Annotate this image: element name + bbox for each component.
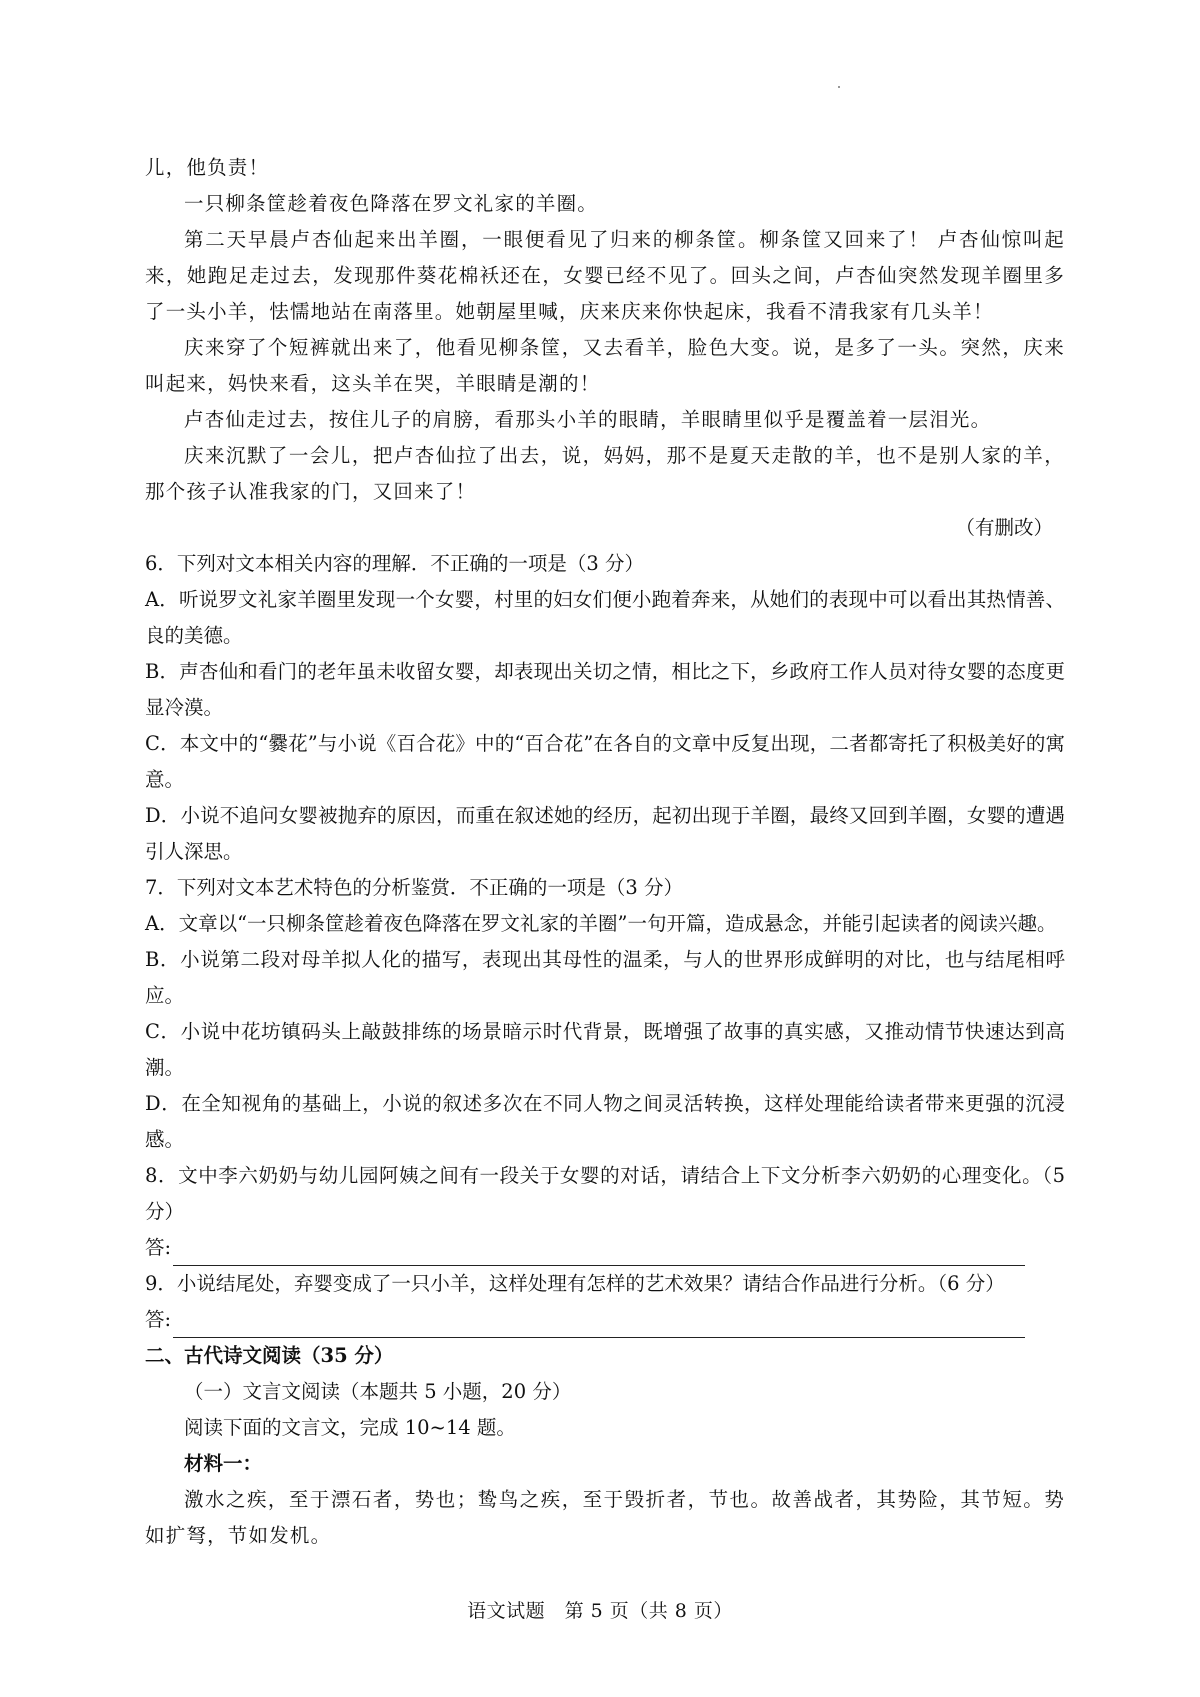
question-6 bbox=[145, 546, 1065, 870]
question-8-answer-field[interactable] bbox=[145, 1230, 1025, 1266]
story-paragraph-1: 儿，他负责！ bbox=[145, 156, 270, 179]
section-2-instruction: 阅读下面的文言文，完成 10~14 题。 bbox=[184, 1416, 516, 1439]
page-footer: 语文试题 第 5 页（共 8 页） bbox=[467, 1600, 733, 1622]
question-9-stem: 9．小说结尾处，弃婴变成了一只小羊，这样处理有怎样的艺术效果？请结合作品进行分析。（6 分） bbox=[145, 1272, 1005, 1295]
question-9-answer-field[interactable] bbox=[145, 1302, 1025, 1338]
question-6-option-c: C．本文中的“爨花”与小说《百合花》中的“百合花”在各自的文章中反复出现，二者都寄托了积极美好的寓意。 bbox=[145, 732, 1065, 791]
story-paragraph-6: 庆来沉默了一会儿，把卢杏仙拉了出去，说，妈妈，那不是夏天走散的羊，也不是别人家的羊，那个孩子认准我家的门，又回来了！ bbox=[145, 444, 1065, 503]
story-paragraph-2: 一只柳条筐趁着夜色降落在罗文礼家的羊圈。 bbox=[184, 192, 599, 215]
question-6-option-b: B．声杏仙和看门的老年虽未收留女婴，却表现出关切之情，相比之下，乡政府工作人员对待女婴的态度更显冷漠。 bbox=[145, 660, 1065, 719]
story-paragraph-3: 第二天早晨卢杏仙起来出羊圈，一眼便看见了归来的柳条筐。柳条筐又回来了！ 卢杏仙惊叫起来，她跑足走过去，发现那件葵花棉袄还在，女婴已经不见了。回头之间，卢杏仙突然发现羊圈里多了一头小羊，怯懦地站在南落里。她朝屋里喊，庆来庆来你快起床，我看不清我家有几头羊！ bbox=[145, 228, 1065, 323]
story-paragraph-4: 庆来穿了个短裤就出来了，他看见柳条筐，又去看羊，脸色大变。说，是多了一头。突然，庆来叫起来，妈快来看，这头羊在哭，羊眼睛是潮的！ bbox=[145, 336, 1065, 395]
question-8-answer-rule bbox=[173, 1237, 1025, 1266]
question-8 bbox=[145, 1158, 1065, 1266]
question-9-answer-label: 答: bbox=[145, 1308, 172, 1331]
question-7-option-b: B．小说第二段对母羊拟人化的描写，表现出其母性的温柔，与人的世界形成鲜明的对比，也与结尾相呼应。 bbox=[145, 948, 1065, 1007]
question-7-stem: 7．下列对文本艺术特色的分析鉴赏．不正确的一项是（3 分） bbox=[145, 876, 684, 899]
question-7 bbox=[145, 870, 1065, 1158]
section-2-heading: 二、古代诗文阅读（35 分） bbox=[145, 1344, 394, 1367]
question-9-answer-rule bbox=[173, 1309, 1025, 1338]
question-7-option-c: C．小说中花坊镇码头上敲鼓排练的场景暗示时代背景，既增强了故事的真实感，又推动情节快速达到高潮。 bbox=[145, 1020, 1065, 1079]
material-1-text: 激水之疾，至于漂石者，势也；鸷鸟之疾，至于毁折者，节也。故善战者，其势险，其节短。势如扩弩，节如发机。 bbox=[145, 1488, 1065, 1547]
story-paragraph-5: 卢杏仙走过去，按住儿子的肩膀，看那头小羊的眼睛，羊眼睛里似乎是覆盖着一层泪光。 bbox=[184, 408, 992, 431]
question-6-stem: 6．下列对文本相关内容的理解．不正确的一项是（3 分） bbox=[145, 552, 645, 575]
scan-speck bbox=[838, 86, 840, 88]
question-7-option-a: A．文章以“一只柳条筐趁着夜色降落在罗文礼家的羊圈”一句开篇，造成悬念，并能引起读者的阅读兴趣。 bbox=[145, 912, 1057, 935]
source-note: （有删改） bbox=[955, 516, 1053, 539]
question-9 bbox=[145, 1266, 1065, 1338]
question-6-option-a: A．听说罗文礼家羊圈里发现一个女婴，村里的妇女们便小跑着奔来，从她们的表现中可以看出其热情善、良的美德。 bbox=[145, 588, 1065, 647]
question-6-option-d: D．小说不追问女婴被抛弃的原因，而重在叙述她的经历，起初出现于羊圈，最终又回到羊圈，女婴的遭遇引人深思。 bbox=[145, 804, 1065, 863]
material-1-label: 材料一： bbox=[184, 1452, 263, 1475]
section-2-sub-heading: （一）文言文阅读（本题共 5 小题，20 分） bbox=[184, 1380, 572, 1403]
section-2 bbox=[145, 1338, 1065, 1554]
page-content bbox=[145, 150, 1065, 1554]
question-7-option-d: D．在全知视角的基础上，小说的叙述多次在不同人物之间灵活转换，这样处理能给读者带来更强的沉浸感。 bbox=[145, 1092, 1065, 1151]
question-8-stem: 8．文中李六奶奶与幼儿园阿姨之间有一段关于女婴的对话，请结合上下文分析李六奶奶的心理变化。（5 分） bbox=[145, 1164, 1065, 1223]
question-8-answer-label: 答: bbox=[145, 1236, 172, 1259]
